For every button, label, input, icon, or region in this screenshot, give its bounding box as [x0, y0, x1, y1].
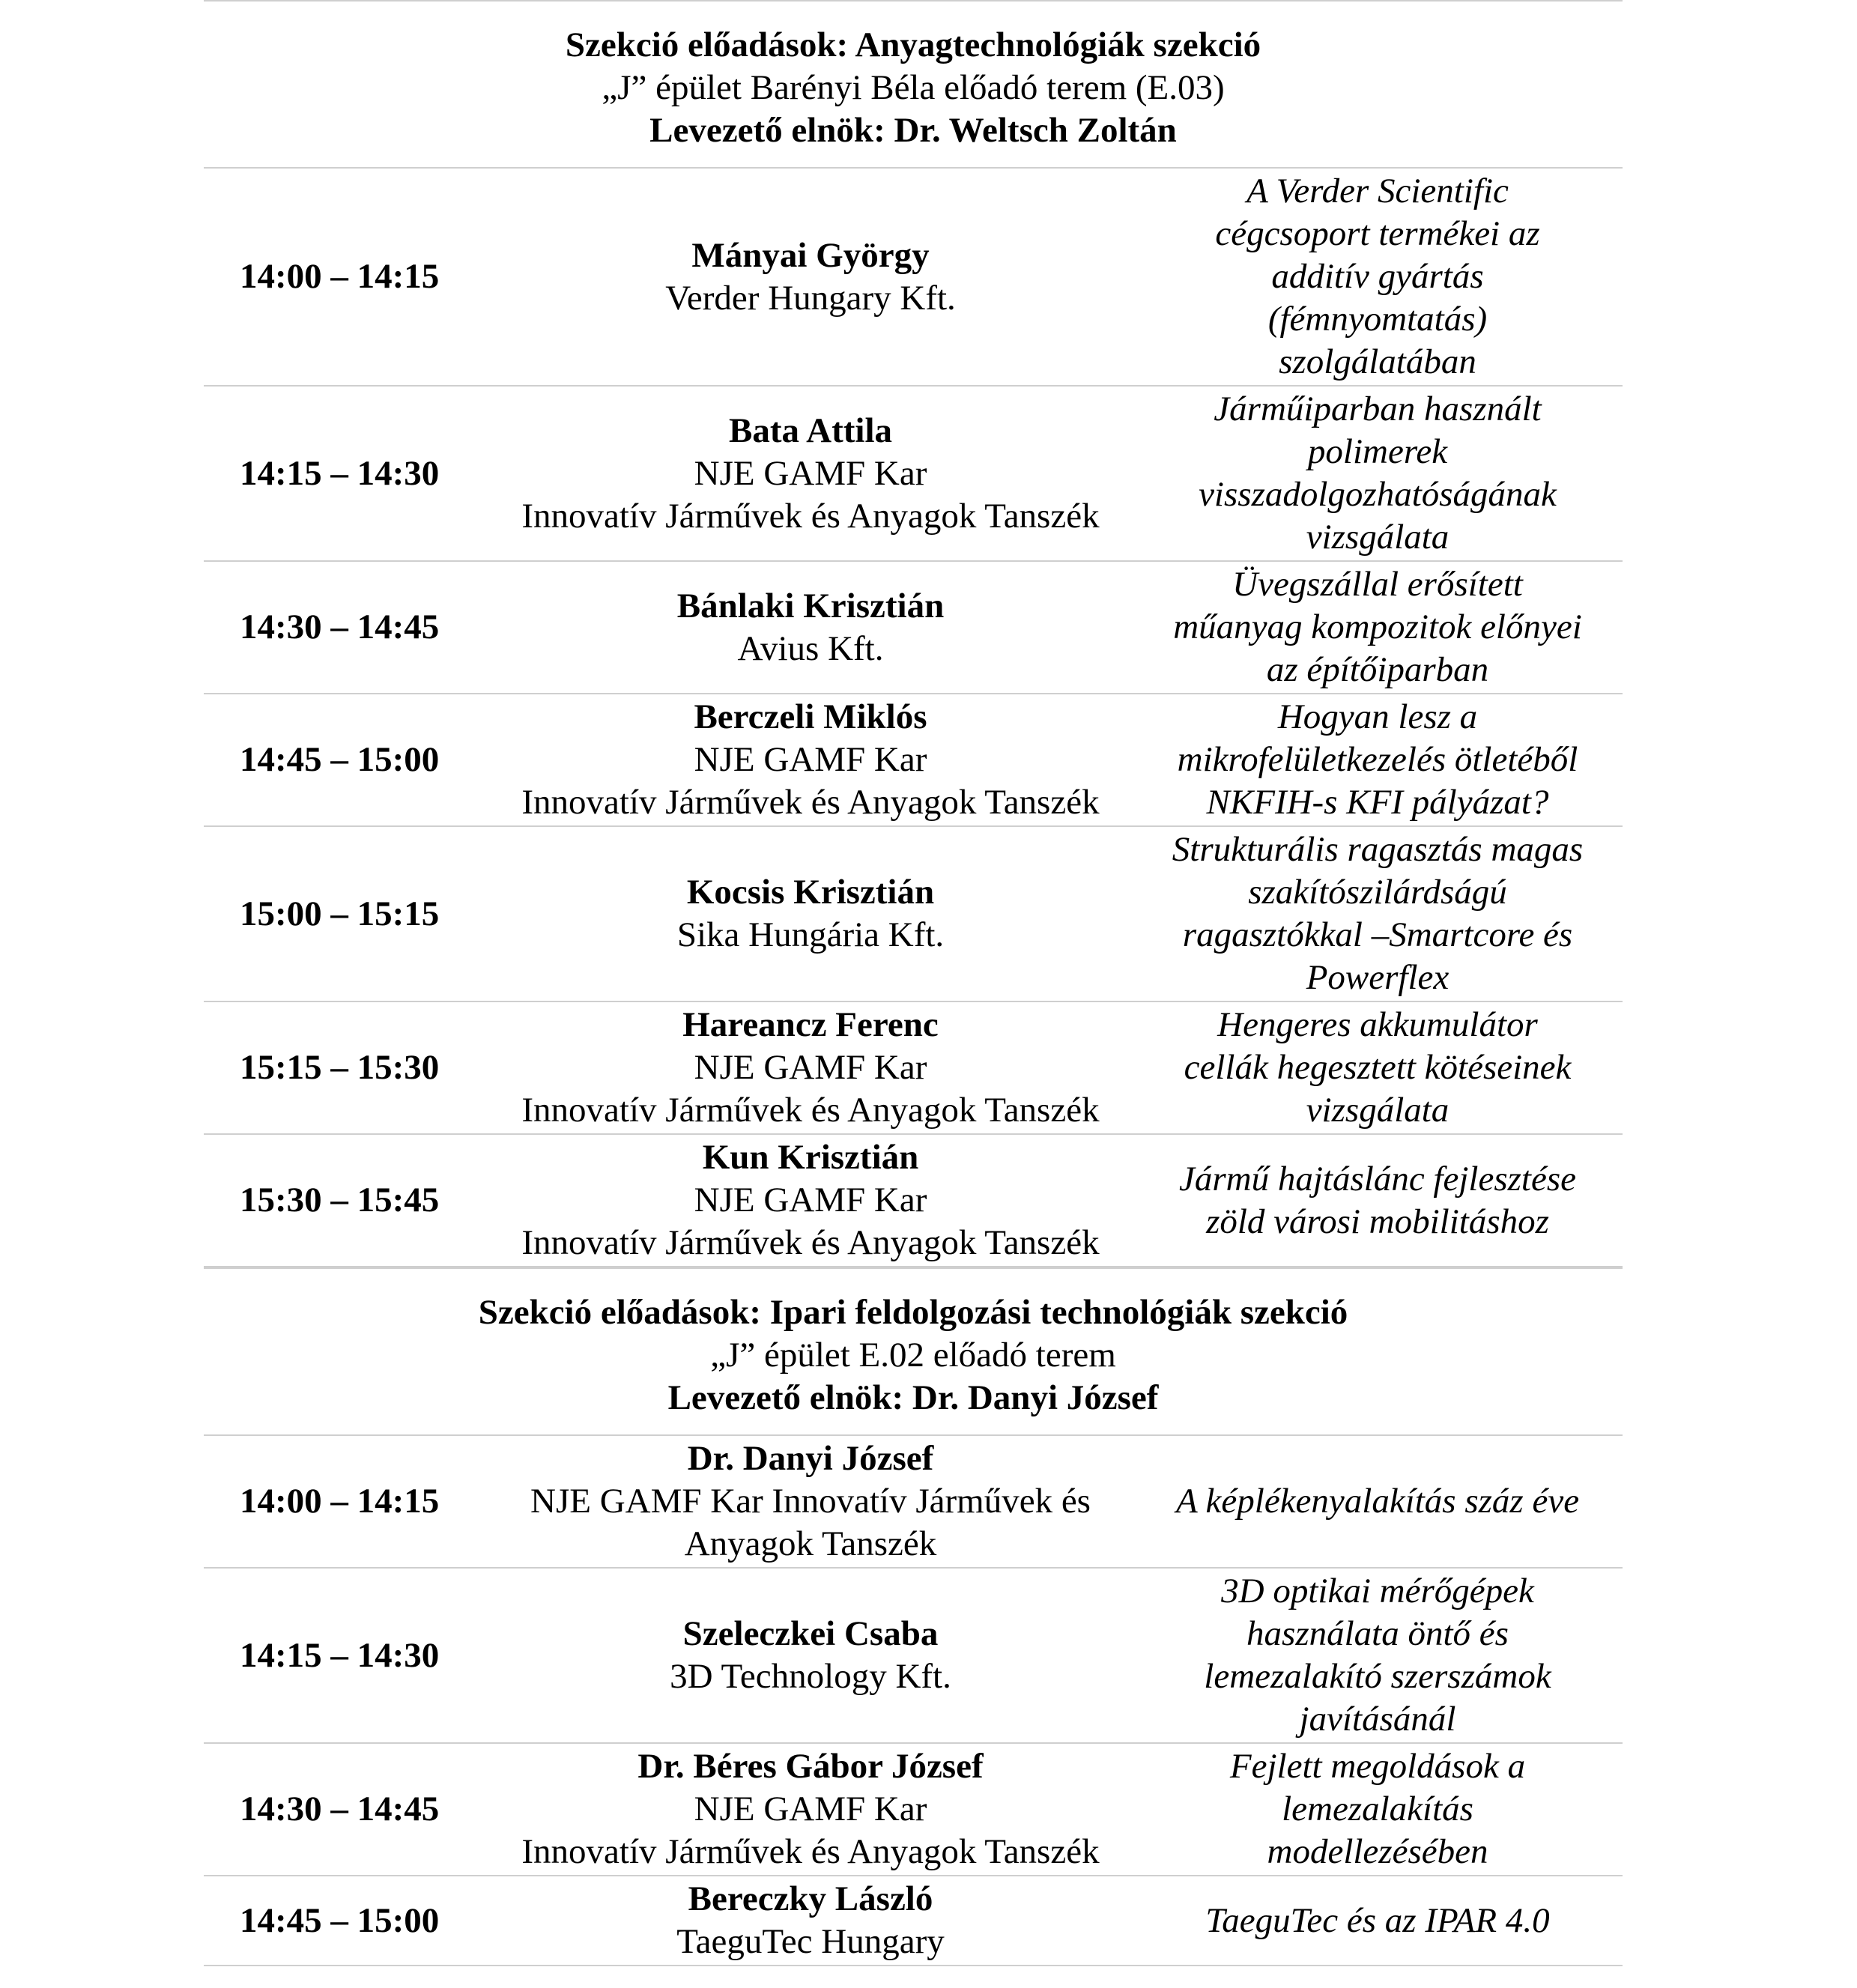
section-room: „J” épület Barényi Béla előadó terem (E.03)	[602, 68, 1225, 107]
talk-row	[204, 1135, 1623, 1267]
speaker-affiliation: NJE GAMF Kar	[694, 740, 927, 779]
talk-title	[1133, 388, 1623, 559]
speaker-affiliation: 3D Technology Kft.	[670, 1657, 951, 1696]
speaker-affiliation: Innovatív Járművek és Anyagok Tanszék	[521, 783, 1100, 822]
talk-title-line: polimerek	[1307, 432, 1448, 471]
talk-title	[1133, 696, 1623, 824]
talk-row	[204, 387, 1623, 562]
talk-time: 15:15 – 15:30	[240, 1048, 440, 1087]
talk-row	[204, 562, 1623, 694]
talk-title-line: cellák hegesztett kötéseinek	[1184, 1048, 1572, 1087]
speaker-affiliation: Innovatív Járművek és Anyagok Tanszék	[521, 496, 1100, 536]
talk-time: 14:45 – 15:00	[240, 740, 440, 779]
talk-speaker-cell	[488, 410, 1133, 538]
talk-speaker-cell	[488, 585, 1133, 670]
talk-title	[1133, 1900, 1623, 1942]
speaker-name: Kun Krisztián	[702, 1138, 919, 1177]
talk-title-line: mikrofelületkezelés ötletéből	[1177, 740, 1578, 779]
speaker-affiliation: TaeguTec Hungary	[676, 1922, 945, 1961]
talk-speaker-cell	[488, 1136, 1133, 1264]
talk-title	[1133, 828, 1623, 999]
talk-title-line: javításánál	[1299, 1700, 1456, 1739]
talk-title-line: additív gyártás	[1271, 257, 1484, 296]
section-chair: Levezető elnök: Dr. Danyi József	[667, 1378, 1159, 1417]
section-title: Szekció előadások: Ipari feldolgozási technológiák szekció	[478, 1293, 1348, 1332]
talk-title-line: TaeguTec és az IPAR 4.0	[1205, 1900, 1550, 1940]
talk-title-line: zöld városi mobilitáshoz	[1206, 1201, 1549, 1241]
talk-title-line: lemezalakító szerszámok	[1204, 1657, 1551, 1696]
talk-title	[1133, 1158, 1623, 1243]
talk-title	[1133, 1745, 1623, 1873]
talk-title-line: szakítószilárdságú	[1248, 873, 1507, 912]
talk-row	[204, 827, 1623, 1002]
speaker-affiliation: Anyagok Tanszék	[684, 1524, 937, 1563]
talk-title-line: Strukturális ragasztás magas	[1172, 830, 1584, 869]
talk-title-line: Fejlett megoldások a	[1229, 1747, 1526, 1786]
talk-row	[204, 1002, 1623, 1135]
talk-time: 15:30 – 15:45	[240, 1181, 440, 1219]
talk-speaker-cell	[488, 1004, 1133, 1132]
talk-title	[1133, 1004, 1623, 1132]
speaker-name: Hareancz Ferenc	[682, 1005, 939, 1044]
speaker-affiliation: NJE GAMF Kar	[694, 1789, 927, 1828]
talk-row	[204, 1569, 1623, 1744]
speaker-affiliation: Innovatív Járművek és Anyagok Tanszék	[521, 1091, 1100, 1130]
talk-time: 14:45 – 15:00	[240, 1900, 440, 1940]
talk-speaker-cell	[488, 1613, 1133, 1698]
talk-time: 14:00 – 14:15	[240, 1482, 440, 1521]
talk-row	[204, 1744, 1623, 1876]
talk-title-line: lemezalakítás	[1282, 1789, 1473, 1828]
talk-title-line: szolgálatában	[1279, 342, 1476, 381]
talk-title-line: Hengeres akkumulátor	[1217, 1005, 1538, 1044]
talk-speaker-cell	[488, 234, 1133, 320]
speaker-name: Szeleczkei Csaba	[682, 1614, 939, 1653]
speaker-affiliation: Sika Hungária Kft.	[676, 915, 945, 954]
talk-title-line: vizsgálata	[1306, 1091, 1449, 1130]
talk-speaker-cell	[488, 871, 1133, 957]
speaker-affiliation: Innovatív Járművek és Anyagok Tanszék	[521, 1223, 1100, 1262]
talk-title-line: cégcsoport termékei az	[1215, 214, 1540, 253]
speaker-affiliation: NJE GAMF Kar Innovatív Járművek és	[530, 1482, 1091, 1521]
talk-title	[1133, 563, 1623, 691]
talk-title-line: A Verder Scientific	[1246, 172, 1509, 210]
conference-program	[204, 0, 1623, 1966]
speaker-affiliation: NJE GAMF Kar	[694, 1181, 927, 1219]
talk-row	[204, 1436, 1623, 1569]
talk-row	[204, 694, 1623, 827]
speaker-name: Dr. Danyi József	[687, 1439, 934, 1478]
talk-title	[1133, 1570, 1623, 1741]
talk-time: 15:00 – 15:15	[240, 894, 440, 933]
talk-title-line: visszadolgozhatóságának	[1199, 475, 1557, 514]
talk-title-line: használata öntő és	[1246, 1614, 1509, 1653]
speaker-affiliation: NJE GAMF Kar	[694, 453, 927, 493]
talk-title-line: vizsgálata	[1306, 518, 1449, 557]
speaker-name: Bereczky László	[688, 1879, 933, 1918]
talk-title-line: A képlékenyalakítás száz éve	[1175, 1482, 1580, 1521]
talk-time: 14:15 – 14:30	[240, 453, 440, 493]
talk-title	[1133, 170, 1623, 384]
talk-title-line: 3D optikai mérőgépek	[1221, 1572, 1534, 1610]
section-header	[204, 1, 1623, 167]
speaker-affiliation: Avius Kft.	[737, 628, 884, 668]
talk-title-line: NKFIH-s KFI pályázat?	[1206, 783, 1549, 822]
section-room: „J” épület E.02 előadó terem	[710, 1336, 1116, 1375]
talk-speaker-cell	[488, 1878, 1133, 1963]
talk-title-line: műanyag kompozitok előnyei	[1173, 607, 1582, 646]
speaker-affiliation: Innovatív Járművek és Anyagok Tanszék	[521, 1832, 1100, 1871]
talk-title-line: Powerflex	[1306, 958, 1449, 997]
speaker-name: Kocsis Krisztián	[686, 873, 935, 912]
talk-row	[204, 169, 1623, 387]
section-chair: Levezető elnök: Dr. Weltsch Zoltán	[649, 111, 1177, 150]
speaker-affiliation: NJE GAMF Kar	[694, 1048, 927, 1087]
talk-speaker-cell	[488, 696, 1133, 824]
talk-time: 14:15 – 14:30	[240, 1635, 440, 1675]
talk-row	[204, 1876, 1623, 1966]
talk-speaker-cell	[488, 1437, 1133, 1566]
talk-title-line: Járműiparban használt	[1214, 390, 1542, 428]
speaker-name: Mányai György	[691, 235, 930, 275]
speaker-name: Berczeli Miklós	[694, 697, 927, 736]
speaker-name: Bata Attila	[728, 410, 893, 450]
talk-title-line: modellezésében	[1267, 1832, 1488, 1871]
talk-title-line: Hogyan lesz a	[1277, 697, 1478, 736]
section-title: Szekció előadások: Anyagtechnológiák szekció	[565, 25, 1261, 64]
talk-time: 14:30 – 14:45	[240, 607, 440, 646]
talk-title-line: az építőiparban	[1266, 650, 1489, 689]
talk-time: 14:30 – 14:45	[240, 1789, 440, 1828]
talk-speaker-cell	[488, 1745, 1133, 1873]
talk-time: 14:00 – 14:15	[240, 257, 440, 296]
section-header	[204, 1269, 1623, 1434]
talk-title-line: ragasztókkal –Smartcore és	[1182, 915, 1573, 954]
speaker-affiliation: Verder Hungary Kft.	[665, 278, 956, 318]
talk-title-line: Jármű hajtáslánc fejlesztése	[1179, 1159, 1576, 1198]
talk-title-line: (fémnyomtatás)	[1267, 300, 1488, 339]
speaker-name: Bánlaki Krisztián	[676, 586, 945, 625]
speaker-name: Dr. Béres Gábor József	[637, 1747, 984, 1786]
talk-title-line: Üvegszállal erősített	[1232, 565, 1523, 604]
talk-title	[1133, 1480, 1623, 1523]
